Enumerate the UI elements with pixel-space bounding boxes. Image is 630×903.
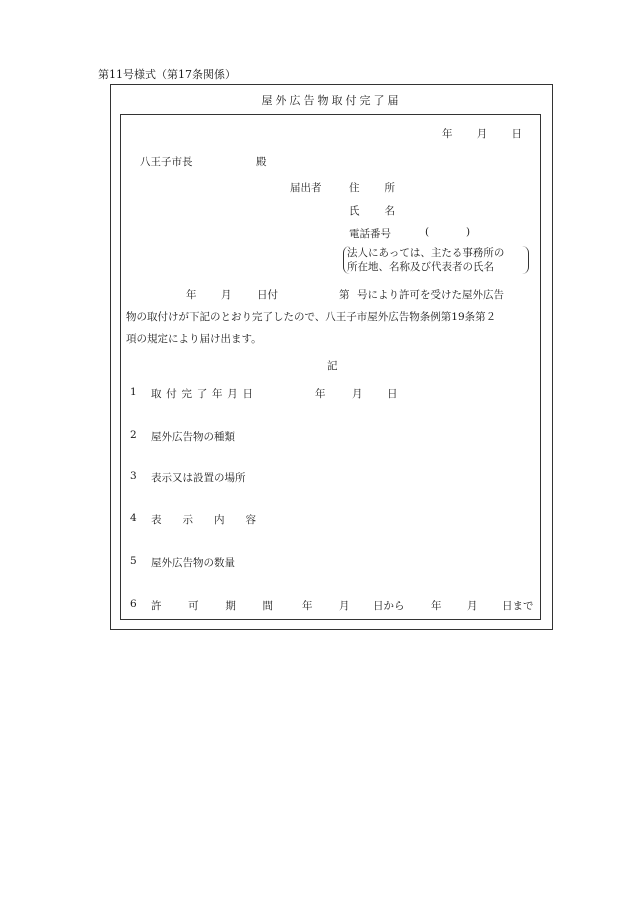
label-char: 完 (181, 388, 192, 400)
phone-paren-open: ( (425, 226, 430, 238)
address-label-char: 住 (349, 182, 360, 194)
name-label-char: 名 (384, 205, 395, 217)
item-number: 4 (130, 512, 137, 524)
address-label-char: 所 (384, 182, 395, 194)
label-char: 月 (227, 388, 238, 400)
permit-date-month: 月 (221, 289, 232, 301)
completion-year-label[interactable]: 年 (315, 388, 326, 400)
label-char: 容 (245, 514, 256, 526)
permit-number-label: 第 (339, 289, 350, 301)
item-label-completion-date (151, 386, 253, 401)
label-char: 取 (151, 388, 162, 400)
form-title: 屋外広告物取付完了届 (261, 94, 402, 107)
body-text-line-3: 項の規定により届け出ます。 (126, 333, 262, 345)
phone-paren-close: ) (466, 226, 471, 238)
corp-note-line-1: 法人にあっては、主たる事務所の (347, 247, 505, 259)
item-number: 5 (130, 555, 137, 567)
item-label-location: 表示又は設置の場所 (151, 472, 246, 484)
period-end-year[interactable]: 年 (431, 600, 442, 612)
label-char: 間 (262, 600, 273, 612)
name-field[interactable] (349, 203, 395, 218)
item-label-permit-period (151, 598, 273, 613)
item-number: 3 (130, 470, 137, 482)
period-start-month[interactable]: 月 (339, 600, 350, 612)
applicant-label: 届出者 (290, 182, 322, 194)
item-number: 1 (130, 386, 137, 398)
body-text-line-1: 号により許可を受けた屋外広告 (357, 289, 504, 301)
period-start-day[interactable]: 日から (373, 600, 405, 612)
day-label: 日 (511, 128, 522, 140)
completion-month-label[interactable]: 月 (352, 388, 363, 400)
period-end-day[interactable]: 日まで (502, 600, 534, 612)
label-char: 内 (214, 514, 225, 526)
corp-note-line-2: 所在地、名称及び代表者の氏名 (347, 261, 494, 273)
permit-date-day: 日付 (257, 289, 278, 301)
addressee: 八王子市長 (140, 156, 193, 168)
label-char: 年 (212, 388, 223, 400)
completion-day-label[interactable]: 日 (387, 388, 398, 400)
form-number: 第11号様式（第17条関係） (98, 68, 236, 81)
label-char: 示 (182, 514, 193, 526)
label-char: 了 (196, 388, 208, 400)
submission-date-field[interactable] (442, 126, 522, 141)
item-label-display-content (151, 512, 256, 527)
period-end-month[interactable]: 月 (467, 600, 478, 612)
year-label: 年 (442, 128, 453, 140)
label-char: 表 (151, 514, 162, 526)
item-number: 2 (130, 429, 137, 441)
phone-label: 電話番号 (349, 228, 391, 240)
month-label: 月 (476, 128, 488, 140)
address-field[interactable] (349, 180, 395, 195)
corporation-note (343, 246, 529, 274)
body-text-line-2: 物の取付けが下記のとおり完了したので、八王子市屋外広告物条例第19条第２ (126, 311, 497, 323)
period-start-year[interactable]: 年 (302, 600, 313, 612)
honorific: 殿 (256, 156, 267, 168)
item-label-ad-type: 屋外広告物の種類 (151, 431, 235, 443)
ki-heading: 記 (327, 360, 338, 372)
name-label-char: 氏 (349, 205, 360, 217)
label-char: 日 (242, 388, 253, 400)
label-char: 可 (188, 600, 199, 612)
item-number: 6 (130, 598, 137, 610)
permit-date-year: 年 (186, 289, 197, 301)
label-char: 付 (166, 388, 177, 400)
item-label-quantity: 屋外広告物の数量 (151, 557, 235, 569)
label-char: 期 (225, 600, 236, 612)
label-char: 許 (151, 600, 162, 612)
